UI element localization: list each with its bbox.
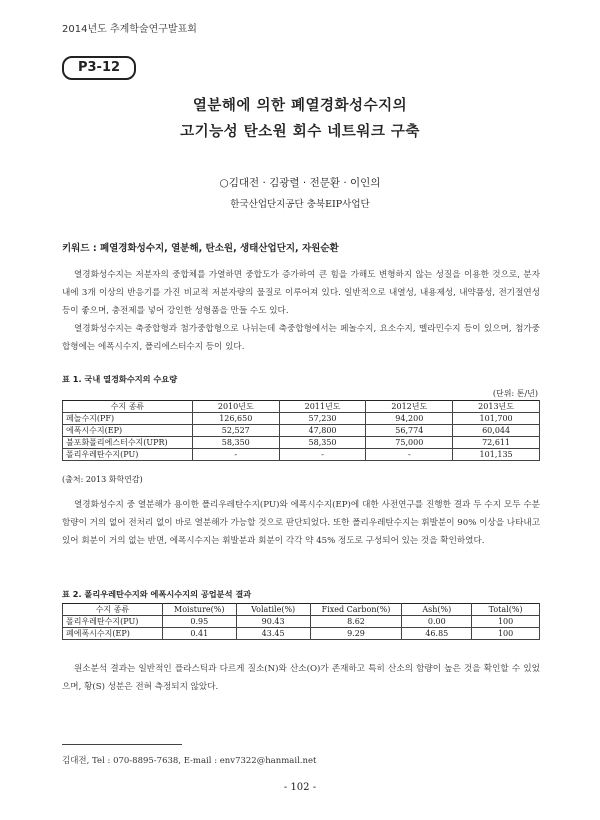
paper-title-line-2: 고기능성 탄소원 회수 네트워크 구축 bbox=[180, 124, 420, 140]
table-cell: 0.00 bbox=[402, 616, 472, 628]
footnote-divider bbox=[62, 744, 182, 745]
paragraph-2: 열경화성수지는 축중합형과 첨가중합형으로 나뉘는데 축중합형에서는 페놀수지, 요소수지, 멜라민수지 등이 있으며, 첨가중합형에는 에폭시수지, 폴리에스터수지 등이 있다. bbox=[62, 324, 540, 352]
table-cell: 46.85 bbox=[402, 628, 472, 640]
page-number: - 102 - bbox=[283, 782, 317, 793]
table-cell: 56,774 bbox=[366, 425, 453, 437]
table-2-header-row bbox=[63, 604, 540, 616]
table-1 bbox=[62, 400, 540, 461]
paper-id-badge: P3-12 bbox=[62, 56, 136, 80]
paragraph-4: 원소분석 결과는 일반적인 플라스틱과 다르게 질소(N)와 산소(O)가 존재하고 특히 산소의 함량이 높은 것을 확인할 수 있었으며, 황(S) 성분은 전혀 측정되지 않았다. bbox=[62, 664, 540, 692]
table-cell: 폐에폭시수지(EP) bbox=[63, 628, 163, 640]
table-cell: 폴리우레탄수지(PU) bbox=[63, 616, 163, 628]
table-1-header-cell: 2011년도 bbox=[279, 401, 366, 413]
table-cell: 60,044 bbox=[453, 425, 540, 437]
table-cell: 52,527 bbox=[192, 425, 279, 437]
table-cell: 75,000 bbox=[366, 437, 453, 449]
table-cell: 0.95 bbox=[162, 616, 236, 628]
authors: ○김대전 · 김광렬 · 전문환 · 이인의 bbox=[219, 177, 381, 189]
table-cell: 100 bbox=[472, 628, 540, 640]
table-cell: 불포화폴리에스터수지(UPR) bbox=[63, 437, 193, 449]
table-cell: 72,611 bbox=[453, 437, 540, 449]
table-row bbox=[63, 449, 540, 461]
table-2-header-cell: Total(%) bbox=[472, 604, 540, 616]
table-cell: 47,800 bbox=[279, 425, 366, 437]
table-cell: 57,230 bbox=[279, 413, 366, 425]
table-row bbox=[63, 413, 540, 425]
table-2-caption: 표 2. 폴리우레탄수지와 에폭시수지의 공업분석 결과 bbox=[62, 589, 252, 599]
affiliation: 한국산업단지공단 충북EIP사업단 bbox=[230, 199, 370, 210]
table-cell: 126,650 bbox=[192, 413, 279, 425]
table-cell: 58,350 bbox=[192, 437, 279, 449]
table-cell: 100 bbox=[472, 616, 540, 628]
table-cell: - bbox=[366, 449, 453, 461]
table-1-header-row bbox=[63, 401, 540, 413]
footnote-contact: 김대전, Tel : 070-8895-7638, E-mail : env7322@hanmail.net bbox=[62, 756, 317, 766]
table-1-source: (출처: 2013 화학연감) bbox=[62, 475, 143, 484]
table-cell: 101,135 bbox=[453, 449, 540, 461]
table-cell: - bbox=[279, 449, 366, 461]
table-2-header-cell: Ash(%) bbox=[402, 604, 472, 616]
table-2-header-cell: Volatile(%) bbox=[236, 604, 310, 616]
table-row bbox=[63, 616, 540, 628]
table-2-header-cell: Moisture(%) bbox=[162, 604, 236, 616]
table-1-unit: (단위: 톤/년) bbox=[492, 389, 538, 398]
keywords: 키워드 : 폐열경화성수지, 열분해, 탄소원, 생태산업단지, 자원순환 bbox=[62, 243, 339, 254]
table-row bbox=[63, 437, 540, 449]
table-1-caption: 표 1. 국내 열경화수지의 수요량 bbox=[62, 374, 178, 384]
table-cell: 페놀수지(PF) bbox=[63, 413, 193, 425]
table-cell: 에폭시수지(EP) bbox=[63, 425, 193, 437]
table-cell: 9.29 bbox=[310, 628, 402, 640]
table-row bbox=[63, 425, 540, 437]
table-2-header-cell: 수지 종류 bbox=[63, 604, 163, 616]
table-cell: 43.45 bbox=[236, 628, 310, 640]
paragraph-3: 열경화성수지 중 열분해가 용이한 폴리우레탄수지(PU)와 에폭시수지(EP)에 대한 사전연구를 진행한 결과 두 수지 모두 수분함량이 거의 없어 전처리 없이 바로 열분해가 가능할 것으로 판단되었다. 또한 폴리우레탄수지는 휘발분이 90% 이상을 나타내고 있어 회분이 거의 없는 반면, 에폭시수지는 휘발분과 회분이 각각 약 45% 정도로 구성되어 있는 것을 확인하였다. bbox=[62, 500, 540, 546]
table-cell: 90.43 bbox=[236, 616, 310, 628]
paragraph-1: 열경화성수지는 저분자의 중합체를 가열하면 중합도가 증가하여 큰 힘을 가해도 변형하지 않는 성질을 이용한 것으로, 분자 내에 3개 이상의 반응기를 가진 비교적 저분자량의 물질로 이루어져 있다. 일반적으로 내열성, 내용제성, 내약품성, 전기절연성 등이 좋으며, 충전제를 넣어 강인한 성형품을 만들 수도 있다. bbox=[62, 270, 540, 316]
table-cell: - bbox=[192, 449, 279, 461]
table-cell: 폴리우레탄수지(PU) bbox=[63, 449, 193, 461]
conference-header: 2014년도 추계학술연구발표회 bbox=[62, 24, 197, 35]
table-cell: 58,350 bbox=[279, 437, 366, 449]
paper-title-line-1: 열분해에 의한 폐열경화성수지의 bbox=[192, 98, 408, 114]
table-cell: 101,700 bbox=[453, 413, 540, 425]
table-cell: 0.41 bbox=[162, 628, 236, 640]
table-cell: 8.62 bbox=[310, 616, 402, 628]
table-2-header-cell: Fixed Carbon(%) bbox=[310, 604, 402, 616]
table-1-header-cell: 수지 종류 bbox=[63, 401, 193, 413]
table-1-header-cell: 2012년도 bbox=[366, 401, 453, 413]
table-2 bbox=[62, 603, 540, 640]
table-1-header-cell: 2010년도 bbox=[192, 401, 279, 413]
table-row bbox=[63, 628, 540, 640]
table-1-header-cell: 2013년도 bbox=[453, 401, 540, 413]
table-cell: 94,200 bbox=[366, 413, 453, 425]
